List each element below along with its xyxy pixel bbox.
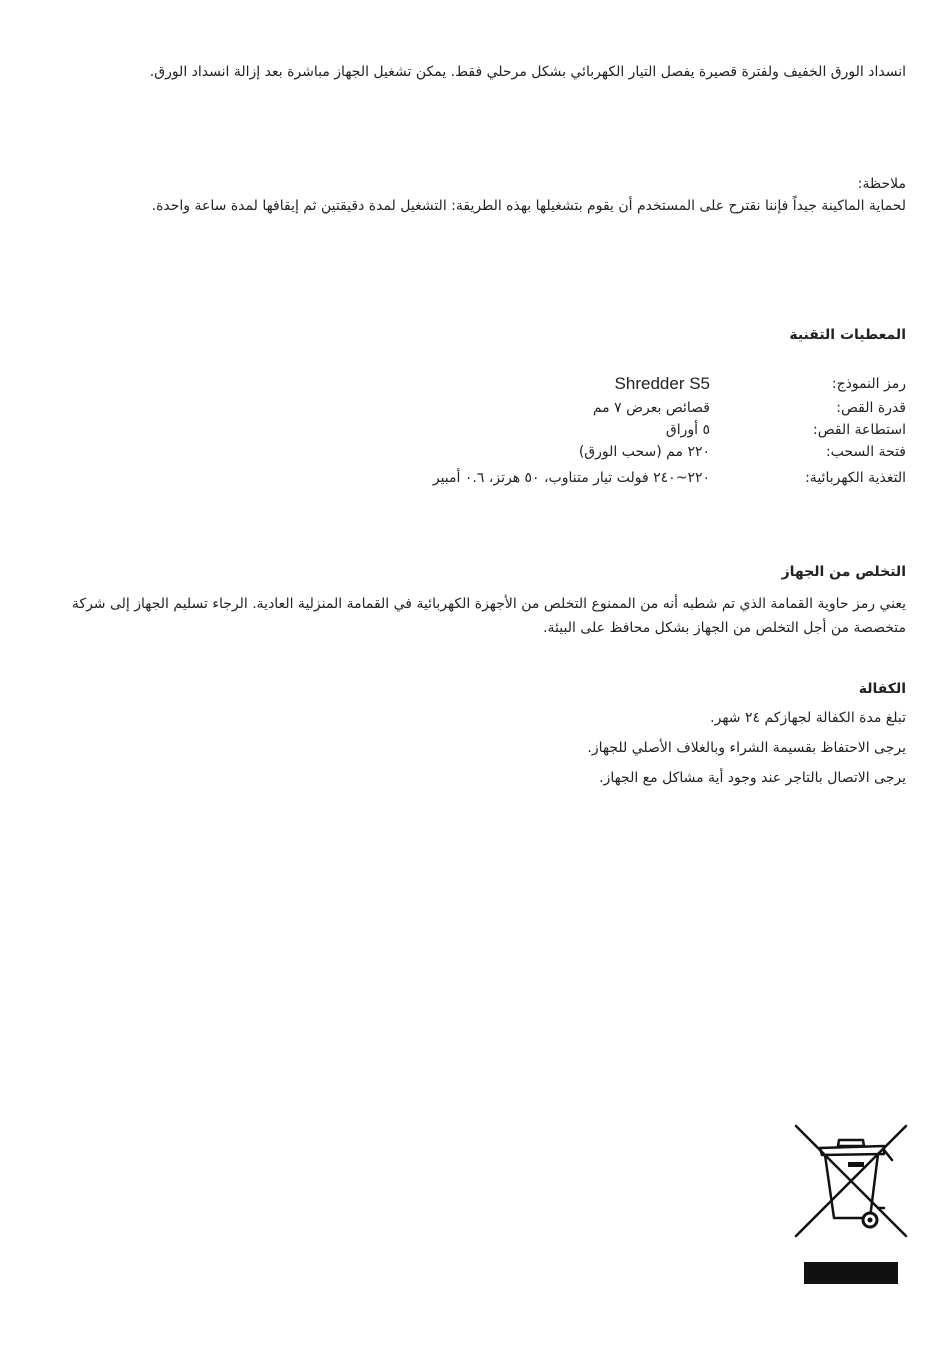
warranty-line: تبلغ مدة الكفالة لجهازكم ٢٤ شهر. [710, 710, 906, 726]
spec-row-cut-width [46, 398, 906, 418]
note-section [46, 173, 906, 217]
warranty-line: يرجى الاتصال بالتاجر عند وجود أية مشاكل مع الجهاز. [599, 770, 906, 786]
spec-label: فتحة السحب: [825, 444, 906, 460]
warranty-line: يرجى الاحتفاظ بقسيمة الشراء وبالغلاف الأصلي للجهاز. [587, 740, 906, 756]
spec-row-feed-opening [46, 442, 906, 462]
spec-label: رمز النموذج: [831, 376, 906, 392]
disposal-text: يعني رمز حاوية القمامة الذي تم شطبه أنه من الممنوع التخلص من الأجهزة الكهربائية في القمامة المنزلية العادية. الرجاء تسليم الجهاز إلى شركة متخصصة من أجل التخلص من الجهاز بشكل محافظ على البيئة. [71, 596, 906, 636]
spec-row-capacity [46, 420, 906, 440]
note-text: لحماية الماكينة جيداً فإننا نقترح على المستخدم أن يقوم بتشغيلها بهذه الطريقة: التشغيل لمدة دقيقتين ثم إيقافها لمدة ساعة واحدة. [151, 198, 906, 214]
spec-label: التغذية الكهربائية: [805, 470, 906, 486]
spec-value: ٥ أوراق [665, 422, 710, 438]
specs-title: المعطيات التقنية [789, 327, 906, 343]
spec-value: ٢٢٠ مم (سحب الورق) [578, 444, 710, 460]
crossed-out-wheelie-bin-icon [792, 1122, 910, 1240]
spec-value: قصائص بعرض ٧ مم [592, 400, 710, 416]
spec-value: Shredder S5 [614, 374, 710, 393]
spec-value: ٢٢٠~٢٤٠ فولت تيار متناوب، ٥٠ هرتز، ٠.٦ أمبير [432, 470, 710, 486]
spec-row-power [46, 468, 906, 488]
weee-bar [804, 1262, 898, 1284]
spec-row-model [46, 374, 906, 394]
spec-label: استطاعة القص: [812, 422, 906, 438]
disposal-title: التخلص من الجهاز [781, 564, 906, 580]
intro-paragraph: انسداد الورق الخفيف ولفترة قصيرة يفصل التيار الكهربائي بشكل مرحلي فقط. يمكن تشغيل الجهاز مباشرة بعد إزالة انسداد الورق. [149, 64, 906, 80]
note-title: ملاحظة: [857, 176, 906, 192]
spec-label: قدرة القص: [836, 400, 906, 416]
warranty-title: الكفالة [858, 681, 906, 697]
